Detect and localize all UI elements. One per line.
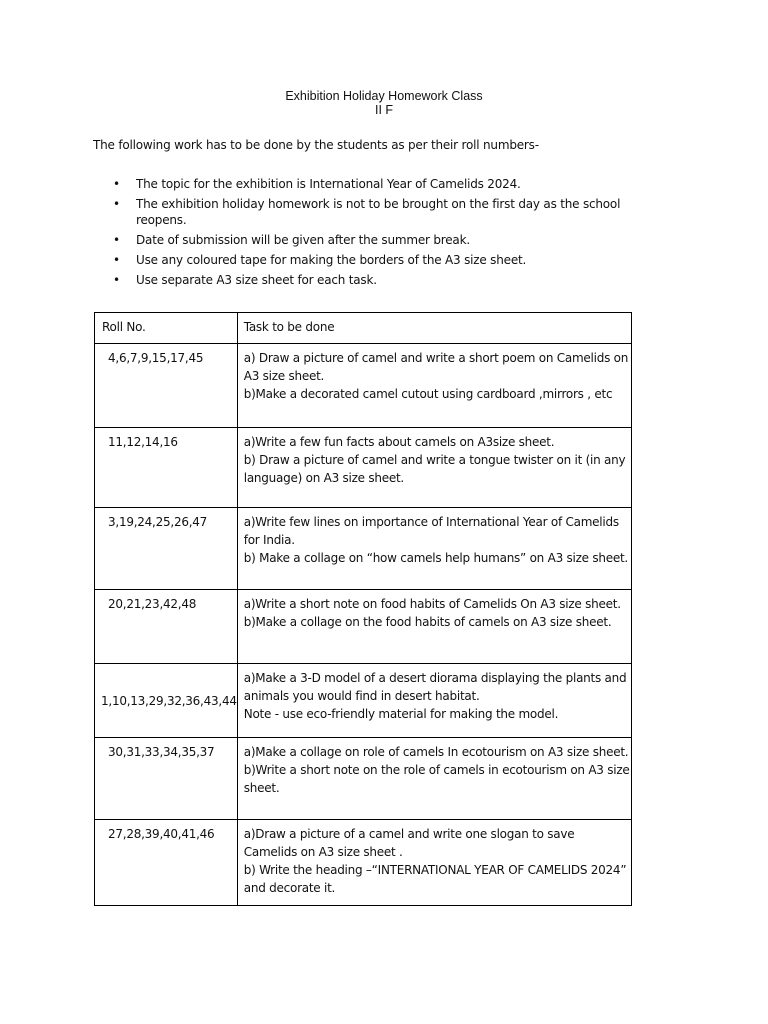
table-row: [95, 590, 632, 664]
bullet-icon: •: [113, 177, 120, 191]
list-item: [109, 272, 629, 288]
roll-numbers: 1,10,13,29,32,36,43,44: [101, 693, 237, 708]
list-item-text: Use any coloured tape for making the borders of the A3 size sheet.: [136, 253, 527, 267]
task-table: [94, 312, 632, 906]
header-roll-no: [95, 313, 238, 344]
task-cell: [237, 820, 631, 906]
list-item: [109, 252, 629, 268]
list-item-text: Use separate A3 size sheet for each task.: [136, 273, 377, 287]
table-row: [95, 428, 632, 508]
list-item-text: Date of submission will be given after the summer break.: [136, 233, 470, 247]
task-line: a)Draw a picture of a camel and write one slogan to save Camelids on A3 size sheet .: [243, 827, 575, 859]
task-line: b)Write a short note on the role of camels in ecotourism on A3 size sheet.: [243, 763, 630, 795]
task-cell: [237, 664, 631, 738]
title-line-1: Exhibition Holiday Homework Class: [285, 89, 483, 103]
header-task-label: Task to be done: [243, 320, 335, 334]
list-item-text: The topic for the exhibition is International Year of Camelids 2024.: [136, 177, 521, 191]
task-line: a)Write a few fun facts about camels on A3size sheet.: [243, 435, 555, 449]
table-row: [95, 820, 632, 906]
task-cell: [237, 590, 631, 664]
task-line: a)Write a short note on food habits of Camelids On A3 size sheet.: [243, 597, 621, 611]
task-line: b)Make a decorated camel cutout using cardboard ,mirrors , etc: [243, 387, 613, 401]
list-item: [109, 176, 629, 192]
task-line: b) Make a collage on “how camels help humans” on A3 size sheet.: [243, 551, 628, 565]
document-title: [0, 89, 768, 117]
roll-numbers: 27,28,39,40,41,46: [108, 827, 215, 841]
task-cell: [237, 428, 631, 508]
task-line: Note - use eco-friendly material for making the model.: [243, 707, 559, 721]
roll-numbers: 11,12,14,16: [108, 435, 178, 449]
roll-numbers: 30,31,33,34,35,37: [108, 745, 215, 759]
bullet-icon: •: [113, 233, 120, 247]
list-item-text: The exhibition holiday homework is not to be brought on the first day as the school reopens.: [136, 197, 621, 227]
list-item: [109, 232, 629, 248]
roll-cell: [95, 738, 238, 820]
title-line-2: II F: [374, 103, 394, 117]
task-cell: [237, 508, 631, 590]
list-item: [109, 196, 629, 228]
roll-cell: [95, 820, 238, 906]
roll-cell: [95, 664, 238, 738]
roll-cell: [95, 590, 238, 664]
roll-numbers: 3,19,24,25,26,47: [108, 515, 208, 529]
table-row: [95, 344, 632, 428]
task-line: a)Make a 3-D model of a desert diorama displaying the plants and animals you would find in desert habitat.: [243, 671, 627, 703]
task-line: a) Draw a picture of camel and write a short poem on Camelids on A3 size sheet.: [243, 351, 629, 383]
table-header-row: [95, 313, 632, 344]
roll-numbers: 4,6,7,9,15,17,45: [108, 351, 204, 365]
task-cell: [237, 738, 631, 820]
task-line: b) Write the heading –“INTERNATIONAL YEAR OF CAMELIDS 2024” and decorate it.: [243, 863, 627, 895]
task-line: a)Write few lines on importance of International Year of Camelids for India.: [243, 515, 619, 547]
table-row: [95, 508, 632, 590]
bullet-icon: •: [113, 273, 120, 287]
task-line: a)Make a collage on role of camels In ecotourism on A3 size sheet.: [243, 745, 629, 759]
roll-cell: [95, 508, 238, 590]
task-line: b)Make a collage on the food habits of camels on A3 size sheet.: [243, 615, 612, 629]
header-task: [237, 313, 631, 344]
task-line: b) Draw a picture of camel and write a tongue twister on it (in any language) on A3 size sheet.: [243, 453, 626, 485]
table-row: [95, 664, 632, 738]
bullet-icon: •: [113, 253, 120, 267]
header-roll-label: Roll No.: [102, 320, 146, 334]
bullet-icon: •: [113, 197, 120, 211]
roll-cell: [95, 344, 238, 428]
task-cell: [237, 344, 631, 428]
roll-numbers: 20,21,23,42,48: [108, 597, 197, 611]
intro-text: The following work has to be done by the students as per their roll numbers-: [93, 138, 539, 152]
table-row: [95, 738, 632, 820]
roll-cell: [95, 428, 238, 508]
instruction-list: [109, 176, 629, 292]
